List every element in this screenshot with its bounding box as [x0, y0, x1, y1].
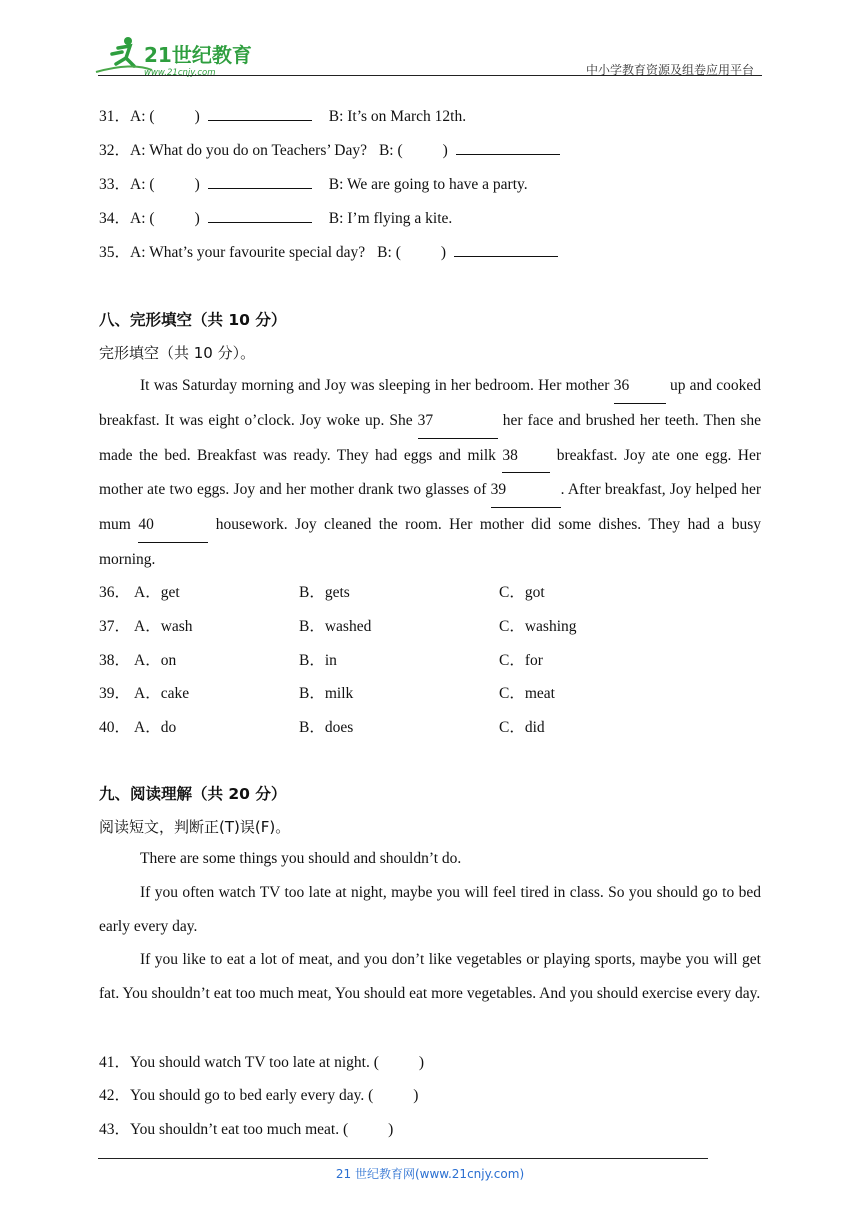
dialogue-item-32: 32．A: What do you do on Teachers’ Day? B: ( ) [99, 140, 560, 161]
cloze-blank-39[interactable]: 39 [491, 473, 561, 508]
section-8-title: 八、完形填空（共 10 分） [99, 311, 287, 329]
section-9-title: 九、阅读理解（共 20 分） [99, 785, 287, 803]
tf-question-43: 43．You shouldn’t eat too much meat. ( ) [99, 1121, 394, 1138]
option-row-36: 36． A．get B．gets C．got [99, 580, 759, 600]
option-row-38: 38． A．on B．in C．for [99, 648, 759, 668]
header-platform-name: 中小学教育资源及组卷应用平台 [585, 63, 754, 77]
runner-logo-icon [92, 34, 262, 78]
option-a[interactable]: A．do [134, 719, 177, 736]
reading-paragraph-1: There are some things you should and shouldn’t do. [140, 850, 462, 867]
reading-paragraph-3: If you like to eat a lot of meat, and you don’t like vegetables or playing sports, maybe you will get fat. You shouldn’t eat too much meat, You should eat more vegetables. And you should exercise every day. [99, 951, 761, 1002]
cloze-blank-37[interactable]: 37 [418, 404, 498, 439]
cloze-blank-36[interactable]: 36 [614, 369, 666, 404]
tf-question-41: 41．You should watch TV too late at night. ( ) [99, 1054, 425, 1071]
option-c[interactable]: C．got [499, 584, 545, 601]
option-row-37: 37． A．wash B．washed C．washing [99, 614, 759, 634]
header-divider [98, 75, 762, 76]
logo-url: www.21cnjy.com [144, 68, 216, 78]
section-8-instruction: 完形填空（共 10 分）。 [99, 344, 256, 362]
dialogue-item-35: 35．A: What’s your favourite special day? B: ( ) [99, 242, 558, 263]
option-row-40: 40． A．do B．does C．did [99, 715, 759, 735]
cloze-blank-38[interactable]: 38 [502, 439, 550, 474]
tf-question-42: 42．You should go to bed early every day. ( ) [99, 1087, 419, 1104]
answer-blank[interactable] [208, 174, 312, 189]
option-c[interactable]: C．for [499, 652, 543, 669]
answer-blank[interactable] [208, 208, 312, 223]
option-b[interactable]: B．does [299, 719, 354, 736]
option-a[interactable]: A．wash [134, 618, 193, 635]
option-c[interactable]: C．meat [499, 685, 555, 702]
option-b[interactable]: B．washed [299, 618, 372, 635]
cloze-blank-40[interactable]: 40 [138, 508, 208, 543]
site-logo [92, 34, 262, 78]
dialogue-item-33: 33．A: ( ) B: We are going to have a party. [99, 176, 528, 193]
answer-blank[interactable] [208, 106, 312, 121]
footer-link[interactable]: 21 世纪教育网(www.21cnjy.com) [335, 1167, 525, 1181]
option-a[interactable]: A．get [134, 584, 180, 601]
dialogue-item-34: 34．A: ( ) B: I’m flying a kite. [99, 210, 453, 227]
option-b[interactable]: B．milk [299, 685, 354, 702]
cloze-passage: It was Saturday morning and Joy was sleeping in her bedroom. Her mother 36 up and cooked breakfast. It was eight o’clock. Joy woke up. She 37 her face and brushed her teeth. Then she made the bed. Breakfast was ready. They had eggs and milk 38 breakfast. Joy ate one egg. Her mother ate two eggs. Joy and her mother drank two glasses of 39 . After breakfast, Joy helped her mum 40 housework. Joy cleaned the room. Her mother did some dishes. They had a busy morning. [99, 369, 761, 577]
footer-divider [98, 1158, 708, 1159]
option-b[interactable]: B．in [299, 652, 337, 669]
dialogue-item-31: 31．A: ( ) B: It’s on March 12th. [99, 108, 467, 125]
answer-blank[interactable] [456, 140, 560, 155]
section-9-instruction: 阅读短文，判断正(T)误(F)。 [99, 818, 291, 836]
answer-blank[interactable] [454, 242, 558, 257]
option-c[interactable]: C．did [499, 719, 545, 736]
option-b[interactable]: B．gets [299, 584, 350, 601]
option-a[interactable]: A．on [134, 652, 177, 669]
option-row-39: 39． A．cake B．milk C．meat [99, 681, 759, 701]
logo-text: 21世纪教育 [144, 43, 252, 67]
option-a[interactable]: A．cake [134, 685, 190, 702]
option-c[interactable]: C．washing [499, 618, 577, 635]
reading-paragraph-2: If you often watch TV too late at night, maybe you will feel tired in class. So you should go to bed early every day. [99, 884, 761, 935]
